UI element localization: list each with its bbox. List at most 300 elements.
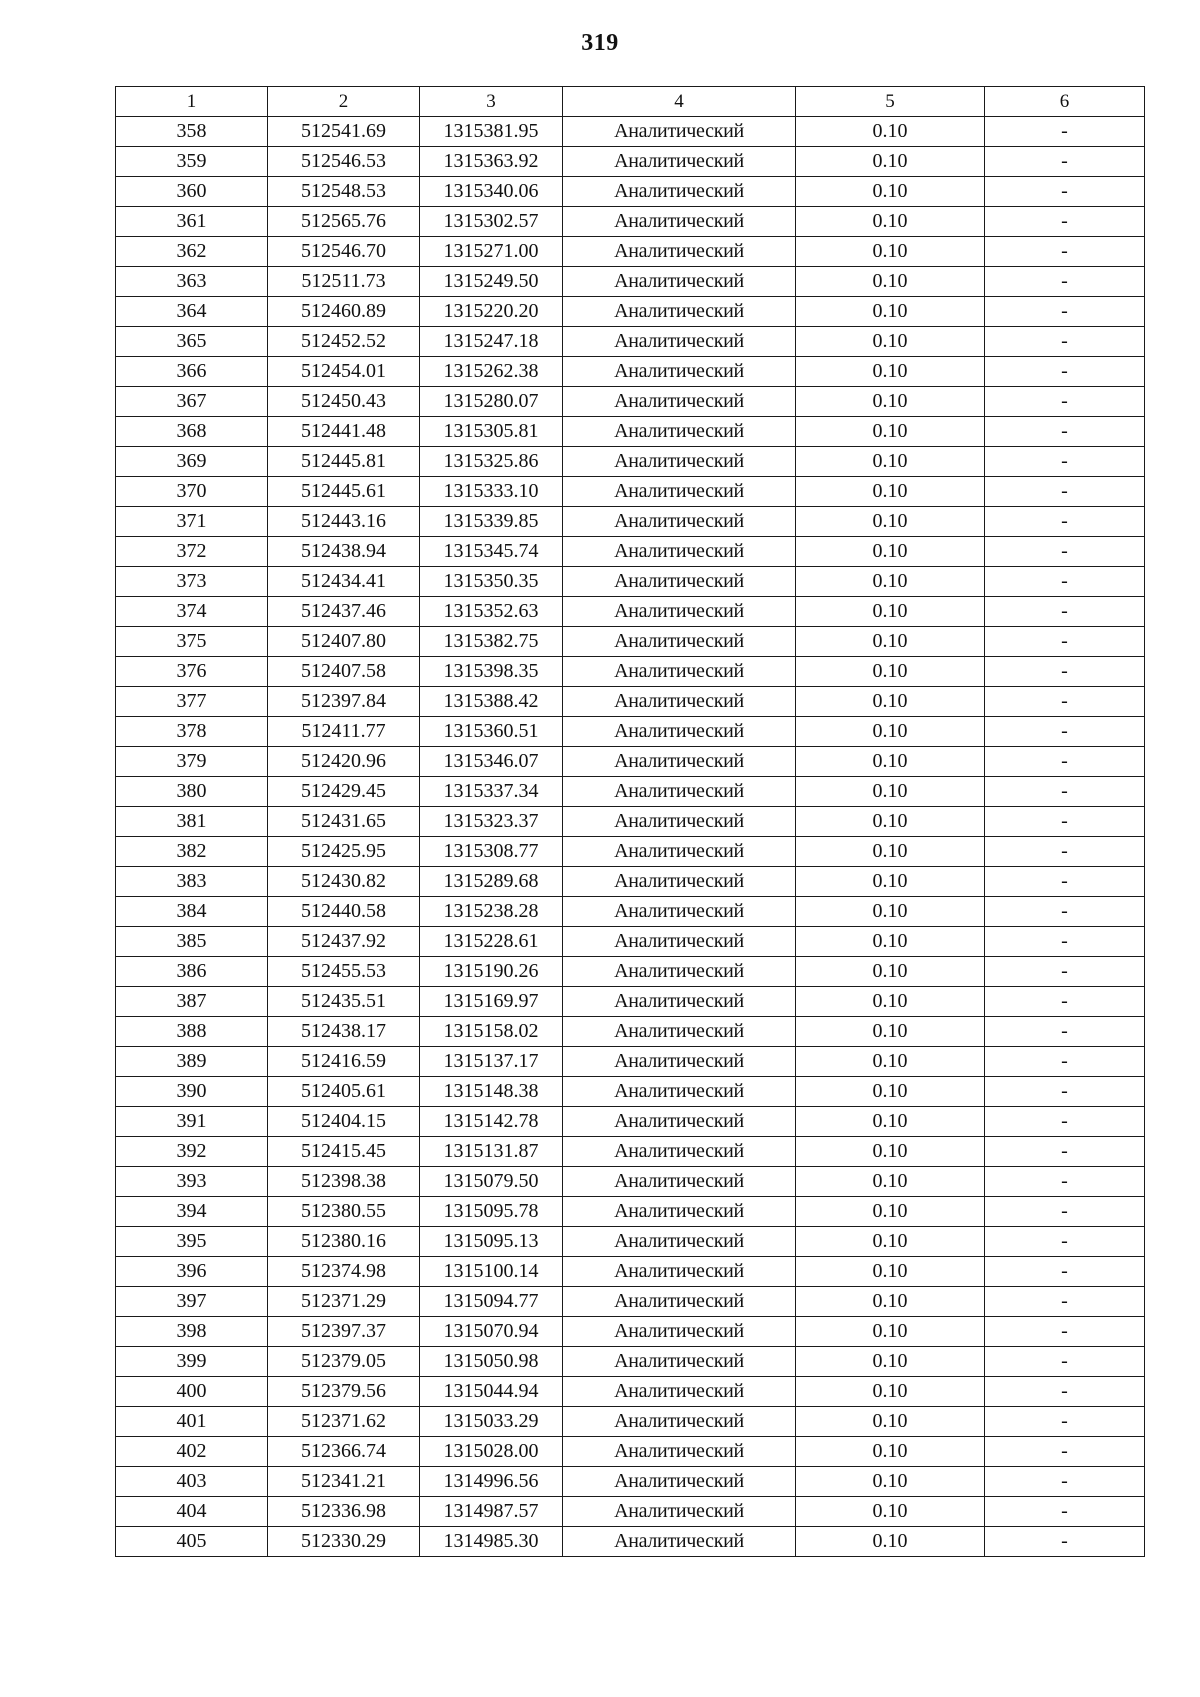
accuracy-cell: 0.10: [796, 1437, 985, 1467]
point-number-cell: 379: [116, 747, 268, 777]
x-coordinate-cell: 512411.77: [268, 717, 420, 747]
note-cell: -: [985, 687, 1145, 717]
table-row: [116, 1437, 1145, 1467]
x-coordinate-cell: 512440.58: [268, 897, 420, 927]
column-header: 1: [116, 87, 268, 117]
method-cell: Аналитический: [563, 207, 796, 237]
column-header: 6: [985, 87, 1145, 117]
x-coordinate-cell: 512452.52: [268, 327, 420, 357]
point-number-cell: 380: [116, 777, 268, 807]
point-number-cell: 387: [116, 987, 268, 1017]
note-cell: -: [985, 627, 1145, 657]
point-number-cell: 359: [116, 147, 268, 177]
table-row: [116, 1347, 1145, 1377]
point-number-cell: 404: [116, 1497, 268, 1527]
point-number-cell: 365: [116, 327, 268, 357]
table-row: [116, 1167, 1145, 1197]
table-row: [116, 747, 1145, 777]
method-cell: Аналитический: [563, 1437, 796, 1467]
column-header: 3: [420, 87, 563, 117]
note-cell: -: [985, 1317, 1145, 1347]
x-coordinate-cell: 512416.59: [268, 1047, 420, 1077]
accuracy-cell: 0.10: [796, 1317, 985, 1347]
x-coordinate-cell: 512374.98: [268, 1257, 420, 1287]
accuracy-cell: 0.10: [796, 417, 985, 447]
note-cell: -: [985, 927, 1145, 957]
accuracy-cell: 0.10: [796, 687, 985, 717]
y-coordinate-cell: 1315249.50: [420, 267, 563, 297]
method-cell: Аналитический: [563, 807, 796, 837]
x-coordinate-cell: 512450.43: [268, 387, 420, 417]
y-coordinate-cell: 1315238.28: [420, 897, 563, 927]
method-cell: Аналитический: [563, 927, 796, 957]
accuracy-cell: 0.10: [796, 1407, 985, 1437]
note-cell: -: [985, 1377, 1145, 1407]
x-coordinate-cell: 512438.17: [268, 1017, 420, 1047]
method-cell: Аналитический: [563, 1467, 796, 1497]
accuracy-cell: 0.10: [796, 1077, 985, 1107]
x-coordinate-cell: 512415.45: [268, 1137, 420, 1167]
point-number-cell: 399: [116, 1347, 268, 1377]
accuracy-cell: 0.10: [796, 597, 985, 627]
accuracy-cell: 0.10: [796, 927, 985, 957]
accuracy-cell: 0.10: [796, 327, 985, 357]
accuracy-cell: 0.10: [796, 1377, 985, 1407]
note-cell: -: [985, 867, 1145, 897]
note-cell: -: [985, 297, 1145, 327]
note-cell: -: [985, 1467, 1145, 1497]
note-cell: -: [985, 807, 1145, 837]
accuracy-cell: 0.10: [796, 237, 985, 267]
x-coordinate-cell: 512336.98: [268, 1497, 420, 1527]
coordinates-table: [115, 86, 1145, 1557]
x-coordinate-cell: 512548.53: [268, 177, 420, 207]
table-row: [116, 1047, 1145, 1077]
accuracy-cell: 0.10: [796, 117, 985, 147]
y-coordinate-cell: 1315333.10: [420, 477, 563, 507]
y-coordinate-cell: 1315070.94: [420, 1317, 563, 1347]
method-cell: Аналитический: [563, 717, 796, 747]
x-coordinate-cell: 512455.53: [268, 957, 420, 987]
method-cell: Аналитический: [563, 1407, 796, 1437]
x-coordinate-cell: 512429.45: [268, 777, 420, 807]
x-coordinate-cell: 512425.95: [268, 837, 420, 867]
accuracy-cell: 0.10: [796, 777, 985, 807]
method-cell: Аналитический: [563, 267, 796, 297]
x-coordinate-cell: 512565.76: [268, 207, 420, 237]
note-cell: -: [985, 1137, 1145, 1167]
method-cell: Аналитический: [563, 1017, 796, 1047]
table-row: [116, 567, 1145, 597]
note-cell: -: [985, 177, 1145, 207]
method-cell: Аналитический: [563, 867, 796, 897]
method-cell: Аналитический: [563, 1317, 796, 1347]
y-coordinate-cell: 1314987.57: [420, 1497, 563, 1527]
point-number-cell: 390: [116, 1077, 268, 1107]
header-row: [116, 87, 1145, 117]
y-coordinate-cell: 1315325.86: [420, 447, 563, 477]
y-coordinate-cell: 1315352.63: [420, 597, 563, 627]
note-cell: -: [985, 1257, 1145, 1287]
note-cell: -: [985, 447, 1145, 477]
point-number-cell: 395: [116, 1227, 268, 1257]
column-header: 2: [268, 87, 420, 117]
y-coordinate-cell: 1315169.97: [420, 987, 563, 1017]
x-coordinate-cell: 512407.80: [268, 627, 420, 657]
y-coordinate-cell: 1315095.13: [420, 1227, 563, 1257]
y-coordinate-cell: 1315220.20: [420, 297, 563, 327]
point-number-cell: 397: [116, 1287, 268, 1317]
table-row: [116, 177, 1145, 207]
y-coordinate-cell: 1315100.14: [420, 1257, 563, 1287]
accuracy-cell: 0.10: [796, 1347, 985, 1377]
note-cell: -: [985, 1107, 1145, 1137]
y-coordinate-cell: 1315050.98: [420, 1347, 563, 1377]
point-number-cell: 378: [116, 717, 268, 747]
method-cell: Аналитический: [563, 597, 796, 627]
x-coordinate-cell: 512454.01: [268, 357, 420, 387]
table-row: [116, 687, 1145, 717]
y-coordinate-cell: 1314996.56: [420, 1467, 563, 1497]
point-number-cell: 396: [116, 1257, 268, 1287]
note-cell: -: [985, 357, 1145, 387]
point-number-cell: 377: [116, 687, 268, 717]
point-number-cell: 393: [116, 1167, 268, 1197]
table-row: [116, 327, 1145, 357]
note-cell: -: [985, 1497, 1145, 1527]
point-number-cell: 375: [116, 627, 268, 657]
point-number-cell: 394: [116, 1197, 268, 1227]
x-coordinate-cell: 512431.65: [268, 807, 420, 837]
y-coordinate-cell: 1315346.07: [420, 747, 563, 777]
x-coordinate-cell: 512437.92: [268, 927, 420, 957]
table-row: [116, 717, 1145, 747]
note-cell: -: [985, 147, 1145, 177]
accuracy-cell: 0.10: [796, 957, 985, 987]
note-cell: -: [985, 567, 1145, 597]
accuracy-cell: 0.10: [796, 807, 985, 837]
accuracy-cell: 0.10: [796, 507, 985, 537]
y-coordinate-cell: 1315247.18: [420, 327, 563, 357]
method-cell: Аналитический: [563, 177, 796, 207]
x-coordinate-cell: 512371.62: [268, 1407, 420, 1437]
method-cell: Аналитический: [563, 1167, 796, 1197]
accuracy-cell: 0.10: [796, 1227, 985, 1257]
table-row: [116, 1527, 1145, 1557]
accuracy-cell: 0.10: [796, 1197, 985, 1227]
y-coordinate-cell: 1315350.35: [420, 567, 563, 597]
accuracy-cell: 0.10: [796, 1107, 985, 1137]
point-number-cell: 372: [116, 537, 268, 567]
method-cell: Аналитический: [563, 957, 796, 987]
method-cell: Аналитический: [563, 117, 796, 147]
x-coordinate-cell: 512380.16: [268, 1227, 420, 1257]
method-cell: Аналитический: [563, 477, 796, 507]
method-cell: Аналитический: [563, 837, 796, 867]
method-cell: Аналитический: [563, 147, 796, 177]
y-coordinate-cell: 1315137.17: [420, 1047, 563, 1077]
table-row: [116, 207, 1145, 237]
accuracy-cell: 0.10: [796, 657, 985, 687]
point-number-cell: 391: [116, 1107, 268, 1137]
x-coordinate-cell: 512397.37: [268, 1317, 420, 1347]
note-cell: -: [985, 1197, 1145, 1227]
method-cell: Аналитический: [563, 1347, 796, 1377]
y-coordinate-cell: 1315095.78: [420, 1197, 563, 1227]
note-cell: -: [985, 1527, 1145, 1557]
note-cell: -: [985, 327, 1145, 357]
x-coordinate-cell: 512438.94: [268, 537, 420, 567]
point-number-cell: 371: [116, 507, 268, 537]
table-row: [116, 927, 1145, 957]
accuracy-cell: 0.10: [796, 537, 985, 567]
point-number-cell: 389: [116, 1047, 268, 1077]
y-coordinate-cell: 1315388.42: [420, 687, 563, 717]
accuracy-cell: 0.10: [796, 267, 985, 297]
y-coordinate-cell: 1315323.37: [420, 807, 563, 837]
x-coordinate-cell: 512366.74: [268, 1437, 420, 1467]
point-number-cell: 358: [116, 117, 268, 147]
y-coordinate-cell: 1315028.00: [420, 1437, 563, 1467]
note-cell: -: [985, 957, 1145, 987]
x-coordinate-cell: 512379.05: [268, 1347, 420, 1377]
table-row: [116, 897, 1145, 927]
method-cell: Аналитический: [563, 357, 796, 387]
method-cell: Аналитический: [563, 1227, 796, 1257]
x-coordinate-cell: 512441.48: [268, 417, 420, 447]
method-cell: Аналитический: [563, 687, 796, 717]
x-coordinate-cell: 512546.53: [268, 147, 420, 177]
table-body: [116, 117, 1145, 1557]
y-coordinate-cell: 1315289.68: [420, 867, 563, 897]
table-row: [116, 1497, 1145, 1527]
point-number-cell: 398: [116, 1317, 268, 1347]
point-number-cell: 402: [116, 1437, 268, 1467]
table-row: [116, 297, 1145, 327]
table-row: [116, 237, 1145, 267]
table-row: [116, 117, 1145, 147]
y-coordinate-cell: 1315094.77: [420, 1287, 563, 1317]
note-cell: -: [985, 597, 1145, 627]
note-cell: -: [985, 897, 1145, 927]
method-cell: Аналитический: [563, 1197, 796, 1227]
table-row: [116, 807, 1145, 837]
accuracy-cell: 0.10: [796, 387, 985, 417]
x-coordinate-cell: 512435.51: [268, 987, 420, 1017]
point-number-cell: 386: [116, 957, 268, 987]
column-header: 4: [563, 87, 796, 117]
method-cell: Аналитический: [563, 1257, 796, 1287]
accuracy-cell: 0.10: [796, 837, 985, 867]
y-coordinate-cell: 1314985.30: [420, 1527, 563, 1557]
x-coordinate-cell: 512341.21: [268, 1467, 420, 1497]
x-coordinate-cell: 512460.89: [268, 297, 420, 327]
note-cell: -: [985, 117, 1145, 147]
point-number-cell: 388: [116, 1017, 268, 1047]
note-cell: -: [985, 1077, 1145, 1107]
note-cell: -: [985, 237, 1145, 267]
method-cell: Аналитический: [563, 1137, 796, 1167]
point-number-cell: 373: [116, 567, 268, 597]
accuracy-cell: 0.10: [796, 447, 985, 477]
point-number-cell: 369: [116, 447, 268, 477]
note-cell: -: [985, 1437, 1145, 1467]
method-cell: Аналитический: [563, 447, 796, 477]
note-cell: -: [985, 477, 1145, 507]
y-coordinate-cell: 1315339.85: [420, 507, 563, 537]
x-coordinate-cell: 512404.15: [268, 1107, 420, 1137]
point-number-cell: 360: [116, 177, 268, 207]
table-row: [116, 507, 1145, 537]
table-row: [116, 837, 1145, 867]
table-row: [116, 597, 1145, 627]
point-number-cell: 374: [116, 597, 268, 627]
accuracy-cell: 0.10: [796, 1467, 985, 1497]
y-coordinate-cell: 1315148.38: [420, 1077, 563, 1107]
table-row: [116, 987, 1145, 1017]
y-coordinate-cell: 1315345.74: [420, 537, 563, 567]
point-number-cell: 363: [116, 267, 268, 297]
table-row: [116, 1107, 1145, 1137]
table-row: [116, 147, 1145, 177]
method-cell: Аналитический: [563, 387, 796, 417]
table-row: [116, 1287, 1145, 1317]
accuracy-cell: 0.10: [796, 357, 985, 387]
accuracy-cell: 0.10: [796, 867, 985, 897]
x-coordinate-cell: 512443.16: [268, 507, 420, 537]
method-cell: Аналитический: [563, 297, 796, 327]
note-cell: -: [985, 537, 1145, 567]
note-cell: -: [985, 777, 1145, 807]
method-cell: Аналитический: [563, 1377, 796, 1407]
accuracy-cell: 0.10: [796, 717, 985, 747]
x-coordinate-cell: 512430.82: [268, 867, 420, 897]
point-number-cell: 368: [116, 417, 268, 447]
point-number-cell: 405: [116, 1527, 268, 1557]
x-coordinate-cell: 512420.96: [268, 747, 420, 777]
y-coordinate-cell: 1315033.29: [420, 1407, 563, 1437]
table-row: [116, 1227, 1145, 1257]
table-row: [116, 1137, 1145, 1167]
y-coordinate-cell: 1315131.87: [420, 1137, 563, 1167]
point-number-cell: 367: [116, 387, 268, 417]
method-cell: Аналитический: [563, 627, 796, 657]
x-coordinate-cell: 512397.84: [268, 687, 420, 717]
y-coordinate-cell: 1315382.75: [420, 627, 563, 657]
y-coordinate-cell: 1315340.06: [420, 177, 563, 207]
x-coordinate-cell: 512398.38: [268, 1167, 420, 1197]
table-row: [116, 1317, 1145, 1347]
note-cell: -: [985, 417, 1145, 447]
table-row: [116, 627, 1145, 657]
point-number-cell: 384: [116, 897, 268, 927]
table-row: [116, 657, 1145, 687]
accuracy-cell: 0.10: [796, 1257, 985, 1287]
note-cell: -: [985, 657, 1145, 687]
method-cell: Аналитический: [563, 1287, 796, 1317]
note-cell: -: [985, 387, 1145, 417]
table-row: [116, 537, 1145, 567]
method-cell: Аналитический: [563, 1497, 796, 1527]
x-coordinate-cell: 512546.70: [268, 237, 420, 267]
method-cell: Аналитический: [563, 327, 796, 357]
method-cell: Аналитический: [563, 657, 796, 687]
point-number-cell: 370: [116, 477, 268, 507]
point-number-cell: 392: [116, 1137, 268, 1167]
x-coordinate-cell: 512330.29: [268, 1527, 420, 1557]
table-row: [116, 1257, 1145, 1287]
method-cell: Аналитический: [563, 567, 796, 597]
y-coordinate-cell: 1315158.02: [420, 1017, 563, 1047]
point-number-cell: 362: [116, 237, 268, 267]
column-header: 5: [796, 87, 985, 117]
x-coordinate-cell: 512405.61: [268, 1077, 420, 1107]
note-cell: -: [985, 1287, 1145, 1317]
accuracy-cell: 0.10: [796, 297, 985, 327]
method-cell: Аналитический: [563, 1077, 796, 1107]
note-cell: -: [985, 837, 1145, 867]
note-cell: -: [985, 207, 1145, 237]
point-number-cell: 400: [116, 1377, 268, 1407]
table-row: [116, 777, 1145, 807]
accuracy-cell: 0.10: [796, 747, 985, 777]
note-cell: -: [985, 1167, 1145, 1197]
accuracy-cell: 0.10: [796, 147, 985, 177]
accuracy-cell: 0.10: [796, 1137, 985, 1167]
point-number-cell: 385: [116, 927, 268, 957]
accuracy-cell: 0.10: [796, 627, 985, 657]
table-row: [116, 1377, 1145, 1407]
table-row: [116, 1197, 1145, 1227]
y-coordinate-cell: 1315360.51: [420, 717, 563, 747]
method-cell: Аналитический: [563, 987, 796, 1017]
point-number-cell: 403: [116, 1467, 268, 1497]
accuracy-cell: 0.10: [796, 1497, 985, 1527]
accuracy-cell: 0.10: [796, 1047, 985, 1077]
x-coordinate-cell: 512407.58: [268, 657, 420, 687]
point-number-cell: 361: [116, 207, 268, 237]
method-cell: Аналитический: [563, 507, 796, 537]
x-coordinate-cell: 512511.73: [268, 267, 420, 297]
x-coordinate-cell: 512371.29: [268, 1287, 420, 1317]
method-cell: Аналитический: [563, 417, 796, 447]
table-row: [116, 1467, 1145, 1497]
accuracy-cell: 0.10: [796, 897, 985, 927]
note-cell: -: [985, 747, 1145, 777]
table-row: [116, 957, 1145, 987]
accuracy-cell: 0.10: [796, 177, 985, 207]
point-number-cell: 401: [116, 1407, 268, 1437]
method-cell: Аналитический: [563, 747, 796, 777]
note-cell: -: [985, 1347, 1145, 1377]
x-coordinate-cell: 512541.69: [268, 117, 420, 147]
y-coordinate-cell: 1315305.81: [420, 417, 563, 447]
page-number: 319: [581, 30, 619, 56]
note-cell: -: [985, 267, 1145, 297]
table-row: [116, 867, 1145, 897]
table-row: [116, 1407, 1145, 1437]
y-coordinate-cell: 1315228.61: [420, 927, 563, 957]
y-coordinate-cell: 1315280.07: [420, 387, 563, 417]
y-coordinate-cell: 1315262.38: [420, 357, 563, 387]
y-coordinate-cell: 1315381.95: [420, 117, 563, 147]
x-coordinate-cell: 512434.41: [268, 567, 420, 597]
point-number-cell: 383: [116, 867, 268, 897]
note-cell: -: [985, 987, 1145, 1017]
table-row: [116, 1017, 1145, 1047]
table-row: [116, 447, 1145, 477]
method-cell: Аналитический: [563, 237, 796, 267]
